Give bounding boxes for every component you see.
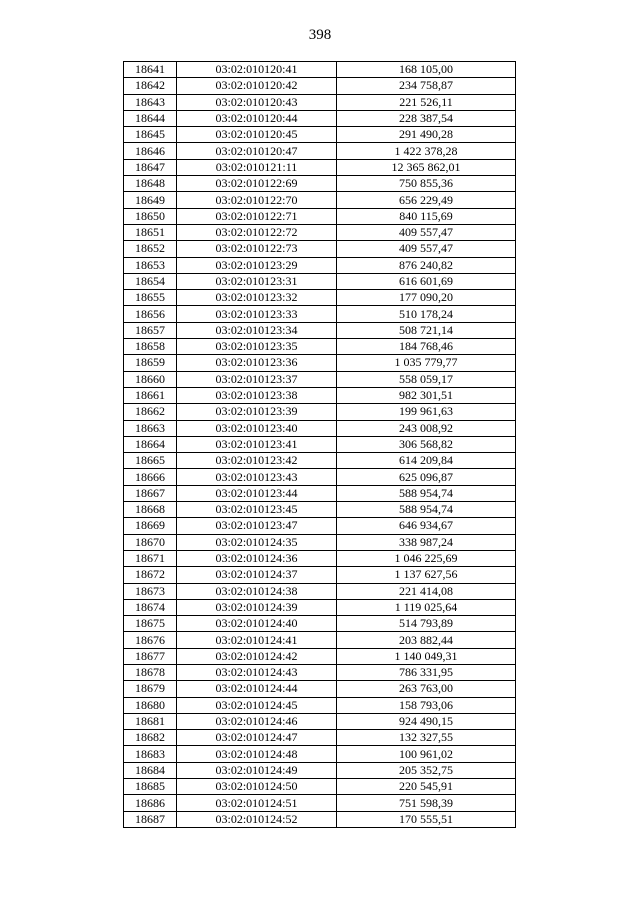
value-cell: 558 059,17 [337, 371, 516, 387]
value-cell: 1 140 049,31 [337, 648, 516, 664]
value-cell: 510 178,24 [337, 306, 516, 322]
row-number-cell: 18647 [124, 159, 177, 175]
cadastral-number-cell: 03:02:010123:38 [177, 387, 337, 403]
value-cell: 220 545,91 [337, 779, 516, 795]
value-cell: 203 882,44 [337, 632, 516, 648]
value-cell: 132 327,55 [337, 730, 516, 746]
row-number-cell: 18682 [124, 730, 177, 746]
cadastral-number-cell: 03:02:010123:34 [177, 322, 337, 338]
value-cell: 508 721,14 [337, 322, 516, 338]
cadastral-number-cell: 03:02:010124:38 [177, 583, 337, 599]
value-cell: 1 119 025,64 [337, 599, 516, 615]
cadastral-number-cell: 03:02:010120:44 [177, 110, 337, 126]
table-row [124, 762, 516, 778]
value-cell: 750 855,36 [337, 176, 516, 192]
value-cell: 876 240,82 [337, 257, 516, 273]
table-row [124, 567, 516, 583]
table-row [124, 713, 516, 729]
row-number-cell: 18671 [124, 550, 177, 566]
row-number-cell: 18678 [124, 664, 177, 680]
cadastral-number-cell: 03:02:010124:44 [177, 681, 337, 697]
table-row [124, 550, 516, 566]
cadastral-number-cell: 03:02:010124:46 [177, 713, 337, 729]
table-row [124, 208, 516, 224]
table-row [124, 697, 516, 713]
value-cell: 12 365 862,01 [337, 159, 516, 175]
value-cell: 588 954,74 [337, 485, 516, 501]
table-row [124, 127, 516, 143]
cadastral-number-cell: 03:02:010123:47 [177, 518, 337, 534]
cadastral-number-cell: 03:02:010120:43 [177, 94, 337, 110]
table-row [124, 485, 516, 501]
row-number-cell: 18680 [124, 697, 177, 713]
value-cell: 1 046 225,69 [337, 550, 516, 566]
table-row [124, 681, 516, 697]
value-cell: 221 526,11 [337, 94, 516, 110]
table-row [124, 518, 516, 534]
table-row [124, 648, 516, 664]
cadastral-number-cell: 03:02:010123:33 [177, 306, 337, 322]
row-number-cell: 18644 [124, 110, 177, 126]
row-number-cell: 18679 [124, 681, 177, 697]
row-number-cell: 18663 [124, 420, 177, 436]
value-cell: 170 555,51 [337, 811, 516, 827]
cadastral-number-cell: 03:02:010123:36 [177, 355, 337, 371]
value-cell: 228 387,54 [337, 110, 516, 126]
table-row [124, 453, 516, 469]
value-cell: 291 490,28 [337, 127, 516, 143]
cadastral-number-cell: 03:02:010124:36 [177, 550, 337, 566]
cadastral-number-cell: 03:02:010124:48 [177, 746, 337, 762]
value-cell: 1 137 627,56 [337, 567, 516, 583]
table-row [124, 632, 516, 648]
table-row [124, 192, 516, 208]
cadastral-number-cell: 03:02:010122:70 [177, 192, 337, 208]
cadastral-number-cell: 03:02:010124:50 [177, 779, 337, 795]
value-cell: 205 352,75 [337, 762, 516, 778]
table-row [124, 110, 516, 126]
row-number-cell: 18662 [124, 404, 177, 420]
row-number-cell: 18645 [124, 127, 177, 143]
cadastral-number-cell: 03:02:010123:40 [177, 420, 337, 436]
table-row [124, 795, 516, 811]
table-row [124, 273, 516, 289]
cadastral-number-cell: 03:02:010124:43 [177, 664, 337, 680]
row-number-cell: 18664 [124, 436, 177, 452]
table-row [124, 306, 516, 322]
row-number-cell: 18666 [124, 469, 177, 485]
value-cell: 409 557,47 [337, 224, 516, 240]
value-cell: 588 954,74 [337, 502, 516, 518]
cadastral-number-cell: 03:02:010123:35 [177, 339, 337, 355]
row-number-cell: 18651 [124, 224, 177, 240]
row-number-cell: 18686 [124, 795, 177, 811]
cadastral-number-cell: 03:02:010120:47 [177, 143, 337, 159]
table-row [124, 143, 516, 159]
cadastral-number-cell: 03:02:010121:11 [177, 159, 337, 175]
table-row [124, 339, 516, 355]
row-number-cell: 18681 [124, 713, 177, 729]
cadastral-number-cell: 03:02:010123:39 [177, 404, 337, 420]
table-row [124, 78, 516, 94]
row-number-cell: 18649 [124, 192, 177, 208]
table-row [124, 290, 516, 306]
cadastral-number-cell: 03:02:010124:52 [177, 811, 337, 827]
value-cell: 168 105,00 [337, 62, 516, 78]
cadastral-number-cell: 03:02:010124:42 [177, 648, 337, 664]
value-cell: 656 229,49 [337, 192, 516, 208]
value-cell: 646 934,67 [337, 518, 516, 534]
cadastral-number-cell: 03:02:010123:29 [177, 257, 337, 273]
row-number-cell: 18667 [124, 485, 177, 501]
row-number-cell: 18641 [124, 62, 177, 78]
row-number-cell: 18674 [124, 599, 177, 615]
table-row [124, 322, 516, 338]
row-number-cell: 18658 [124, 339, 177, 355]
cadastral-number-cell: 03:02:010124:49 [177, 762, 337, 778]
table-row [124, 176, 516, 192]
value-cell: 1 422 378,28 [337, 143, 516, 159]
row-number-cell: 18654 [124, 273, 177, 289]
cadastral-number-cell: 03:02:010124:39 [177, 599, 337, 615]
data-table [123, 61, 516, 828]
value-cell: 306 568,82 [337, 436, 516, 452]
row-number-cell: 18659 [124, 355, 177, 371]
table-row [124, 746, 516, 762]
row-number-cell: 18668 [124, 502, 177, 518]
value-cell: 338 987,24 [337, 534, 516, 550]
value-cell: 924 490,15 [337, 713, 516, 729]
cadastral-number-cell: 03:02:010124:41 [177, 632, 337, 648]
table-row [124, 224, 516, 240]
row-number-cell: 18684 [124, 762, 177, 778]
value-cell: 221 414,08 [337, 583, 516, 599]
cadastral-number-cell: 03:02:010122:71 [177, 208, 337, 224]
cadastral-number-cell: 03:02:010124:45 [177, 697, 337, 713]
row-number-cell: 18672 [124, 567, 177, 583]
value-cell: 100 961,02 [337, 746, 516, 762]
row-number-cell: 18676 [124, 632, 177, 648]
cadastral-number-cell: 03:02:010124:35 [177, 534, 337, 550]
value-cell: 514 793,89 [337, 616, 516, 632]
cadastral-number-cell: 03:02:010123:43 [177, 469, 337, 485]
row-number-cell: 18660 [124, 371, 177, 387]
row-number-cell: 18656 [124, 306, 177, 322]
row-number-cell: 18657 [124, 322, 177, 338]
row-number-cell: 18683 [124, 746, 177, 762]
cadastral-number-cell: 03:02:010123:45 [177, 502, 337, 518]
row-number-cell: 18642 [124, 78, 177, 94]
table-row [124, 420, 516, 436]
table-body [124, 62, 516, 828]
row-number-cell: 18687 [124, 811, 177, 827]
table-row [124, 583, 516, 599]
table-row [124, 159, 516, 175]
table-row [124, 387, 516, 403]
table-row [124, 779, 516, 795]
table-row [124, 62, 516, 78]
cadastral-number-cell: 03:02:010120:45 [177, 127, 337, 143]
value-cell: 199 961,63 [337, 404, 516, 420]
value-cell: 1 035 779,77 [337, 355, 516, 371]
value-cell: 625 096,87 [337, 469, 516, 485]
row-number-cell: 18646 [124, 143, 177, 159]
value-cell: 751 598,39 [337, 795, 516, 811]
value-cell: 177 090,20 [337, 290, 516, 306]
value-cell: 616 601,69 [337, 273, 516, 289]
row-number-cell: 18675 [124, 616, 177, 632]
cadastral-number-cell: 03:02:010124:37 [177, 567, 337, 583]
table-row [124, 730, 516, 746]
table-row [124, 616, 516, 632]
cadastral-number-cell: 03:02:010123:32 [177, 290, 337, 306]
value-cell: 614 209,84 [337, 453, 516, 469]
table-row [124, 534, 516, 550]
cadastral-number-cell: 03:02:010123:44 [177, 485, 337, 501]
cadastral-number-cell: 03:02:010120:42 [177, 78, 337, 94]
cadastral-number-cell: 03:02:010124:40 [177, 616, 337, 632]
row-number-cell: 18650 [124, 208, 177, 224]
cadastral-number-cell: 03:02:010123:31 [177, 273, 337, 289]
cadastral-number-cell: 03:02:010124:47 [177, 730, 337, 746]
table-row [124, 599, 516, 615]
value-cell: 234 758,87 [337, 78, 516, 94]
value-cell: 982 301,51 [337, 387, 516, 403]
table-row [124, 355, 516, 371]
cadastral-number-cell: 03:02:010123:37 [177, 371, 337, 387]
row-number-cell: 18648 [124, 176, 177, 192]
row-number-cell: 18673 [124, 583, 177, 599]
table-row [124, 502, 516, 518]
row-number-cell: 18655 [124, 290, 177, 306]
value-cell: 243 008,92 [337, 420, 516, 436]
cadastral-number-cell: 03:02:010122:72 [177, 224, 337, 240]
table-row [124, 241, 516, 257]
row-number-cell: 18653 [124, 257, 177, 273]
value-cell: 409 557,47 [337, 241, 516, 257]
row-number-cell: 18669 [124, 518, 177, 534]
table-row [124, 257, 516, 273]
value-cell: 263 763,00 [337, 681, 516, 697]
cadastral-number-cell: 03:02:010124:51 [177, 795, 337, 811]
table-row [124, 436, 516, 452]
row-number-cell: 18665 [124, 453, 177, 469]
cadastral-number-cell: 03:02:010123:41 [177, 436, 337, 452]
value-cell: 786 331,95 [337, 664, 516, 680]
row-number-cell: 18677 [124, 648, 177, 664]
table-row [124, 664, 516, 680]
cadastral-number-cell: 03:02:010123:42 [177, 453, 337, 469]
table-row [124, 371, 516, 387]
page-number: 398 [308, 27, 332, 43]
row-number-cell: 18643 [124, 94, 177, 110]
row-number-cell: 18670 [124, 534, 177, 550]
cadastral-number-cell: 03:02:010122:69 [177, 176, 337, 192]
cadastral-number-cell: 03:02:010122:73 [177, 241, 337, 257]
table-row [124, 94, 516, 110]
row-number-cell: 18661 [124, 387, 177, 403]
value-cell: 840 115,69 [337, 208, 516, 224]
row-number-cell: 18685 [124, 779, 177, 795]
table-row [124, 469, 516, 485]
row-number-cell: 18652 [124, 241, 177, 257]
value-cell: 158 793,06 [337, 697, 516, 713]
value-cell: 184 768,46 [337, 339, 516, 355]
table-row [124, 811, 516, 827]
cadastral-number-cell: 03:02:010120:41 [177, 62, 337, 78]
table-row [124, 404, 516, 420]
